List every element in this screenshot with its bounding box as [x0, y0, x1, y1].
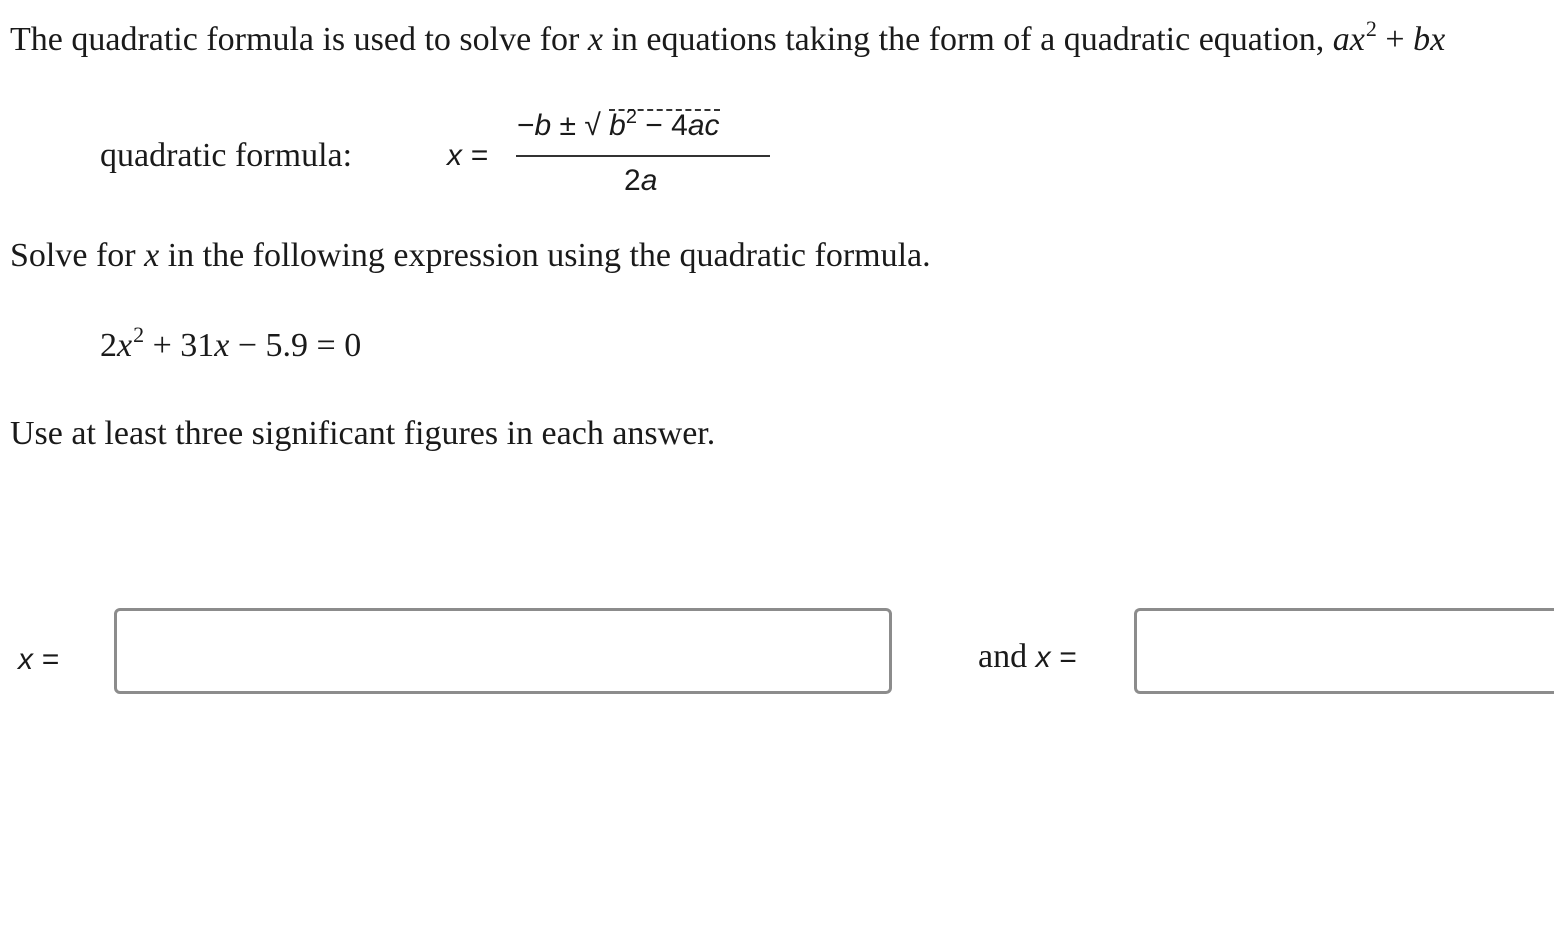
var-ac: ac [687, 109, 720, 142]
var-x: x [1430, 21, 1446, 58]
instruction-part: in the following expression using the quadratic formula. [159, 237, 931, 274]
sig-figs-instruction: Use at least three significant figures in each answer. [10, 415, 716, 452]
minus-sign: − [517, 109, 535, 142]
var-x: x [214, 327, 230, 364]
plus-sign: + [1376, 21, 1414, 58]
plus-minus-sqrt: ± √ [551, 109, 610, 142]
equation [100, 322, 362, 369]
equation-rest: − 5.9 = 0 [229, 327, 362, 364]
var-a: a [640, 164, 658, 197]
coefficient: 2 [100, 327, 117, 364]
exponent: 2 [133, 322, 145, 347]
instruction-text [10, 236, 931, 276]
radicand [609, 106, 720, 144]
answer-1-label: x = [18, 643, 59, 676]
var-x: x [1349, 21, 1365, 58]
exponent: 2 [625, 106, 637, 128]
minus-four: − 4 [636, 109, 688, 142]
denominator-number: 2 [624, 164, 641, 197]
fraction-bar [516, 155, 770, 157]
intro-text-part: in equations taking the form of a quadratic equation, [602, 21, 1333, 58]
x-equals: x = [1035, 641, 1077, 674]
equation-middle: + 31 [144, 327, 215, 364]
var-x: x [587, 21, 603, 58]
var-b: b [534, 109, 552, 142]
var-b: b [609, 109, 626, 142]
var-x: x [144, 237, 160, 274]
formula-lhs: x = [447, 139, 488, 172]
answer-1-input[interactable] [114, 608, 892, 694]
and-text: and [978, 638, 1036, 675]
var-a: a [1332, 21, 1350, 58]
formula-label: quadratic formula: [100, 137, 353, 174]
instruction-part: Solve for [10, 237, 145, 274]
formula-denominator [624, 161, 657, 201]
var-x: x [117, 327, 133, 364]
answer-2-label [978, 637, 1076, 678]
formula-numerator [517, 106, 720, 146]
intro-text-part: The quadratic formula is used to solve for [10, 21, 588, 58]
answer-2-input[interactable] [1134, 608, 1554, 694]
var-b: b [1413, 21, 1431, 58]
exponent: 2 [1365, 16, 1377, 41]
intro-text [10, 16, 1446, 63]
